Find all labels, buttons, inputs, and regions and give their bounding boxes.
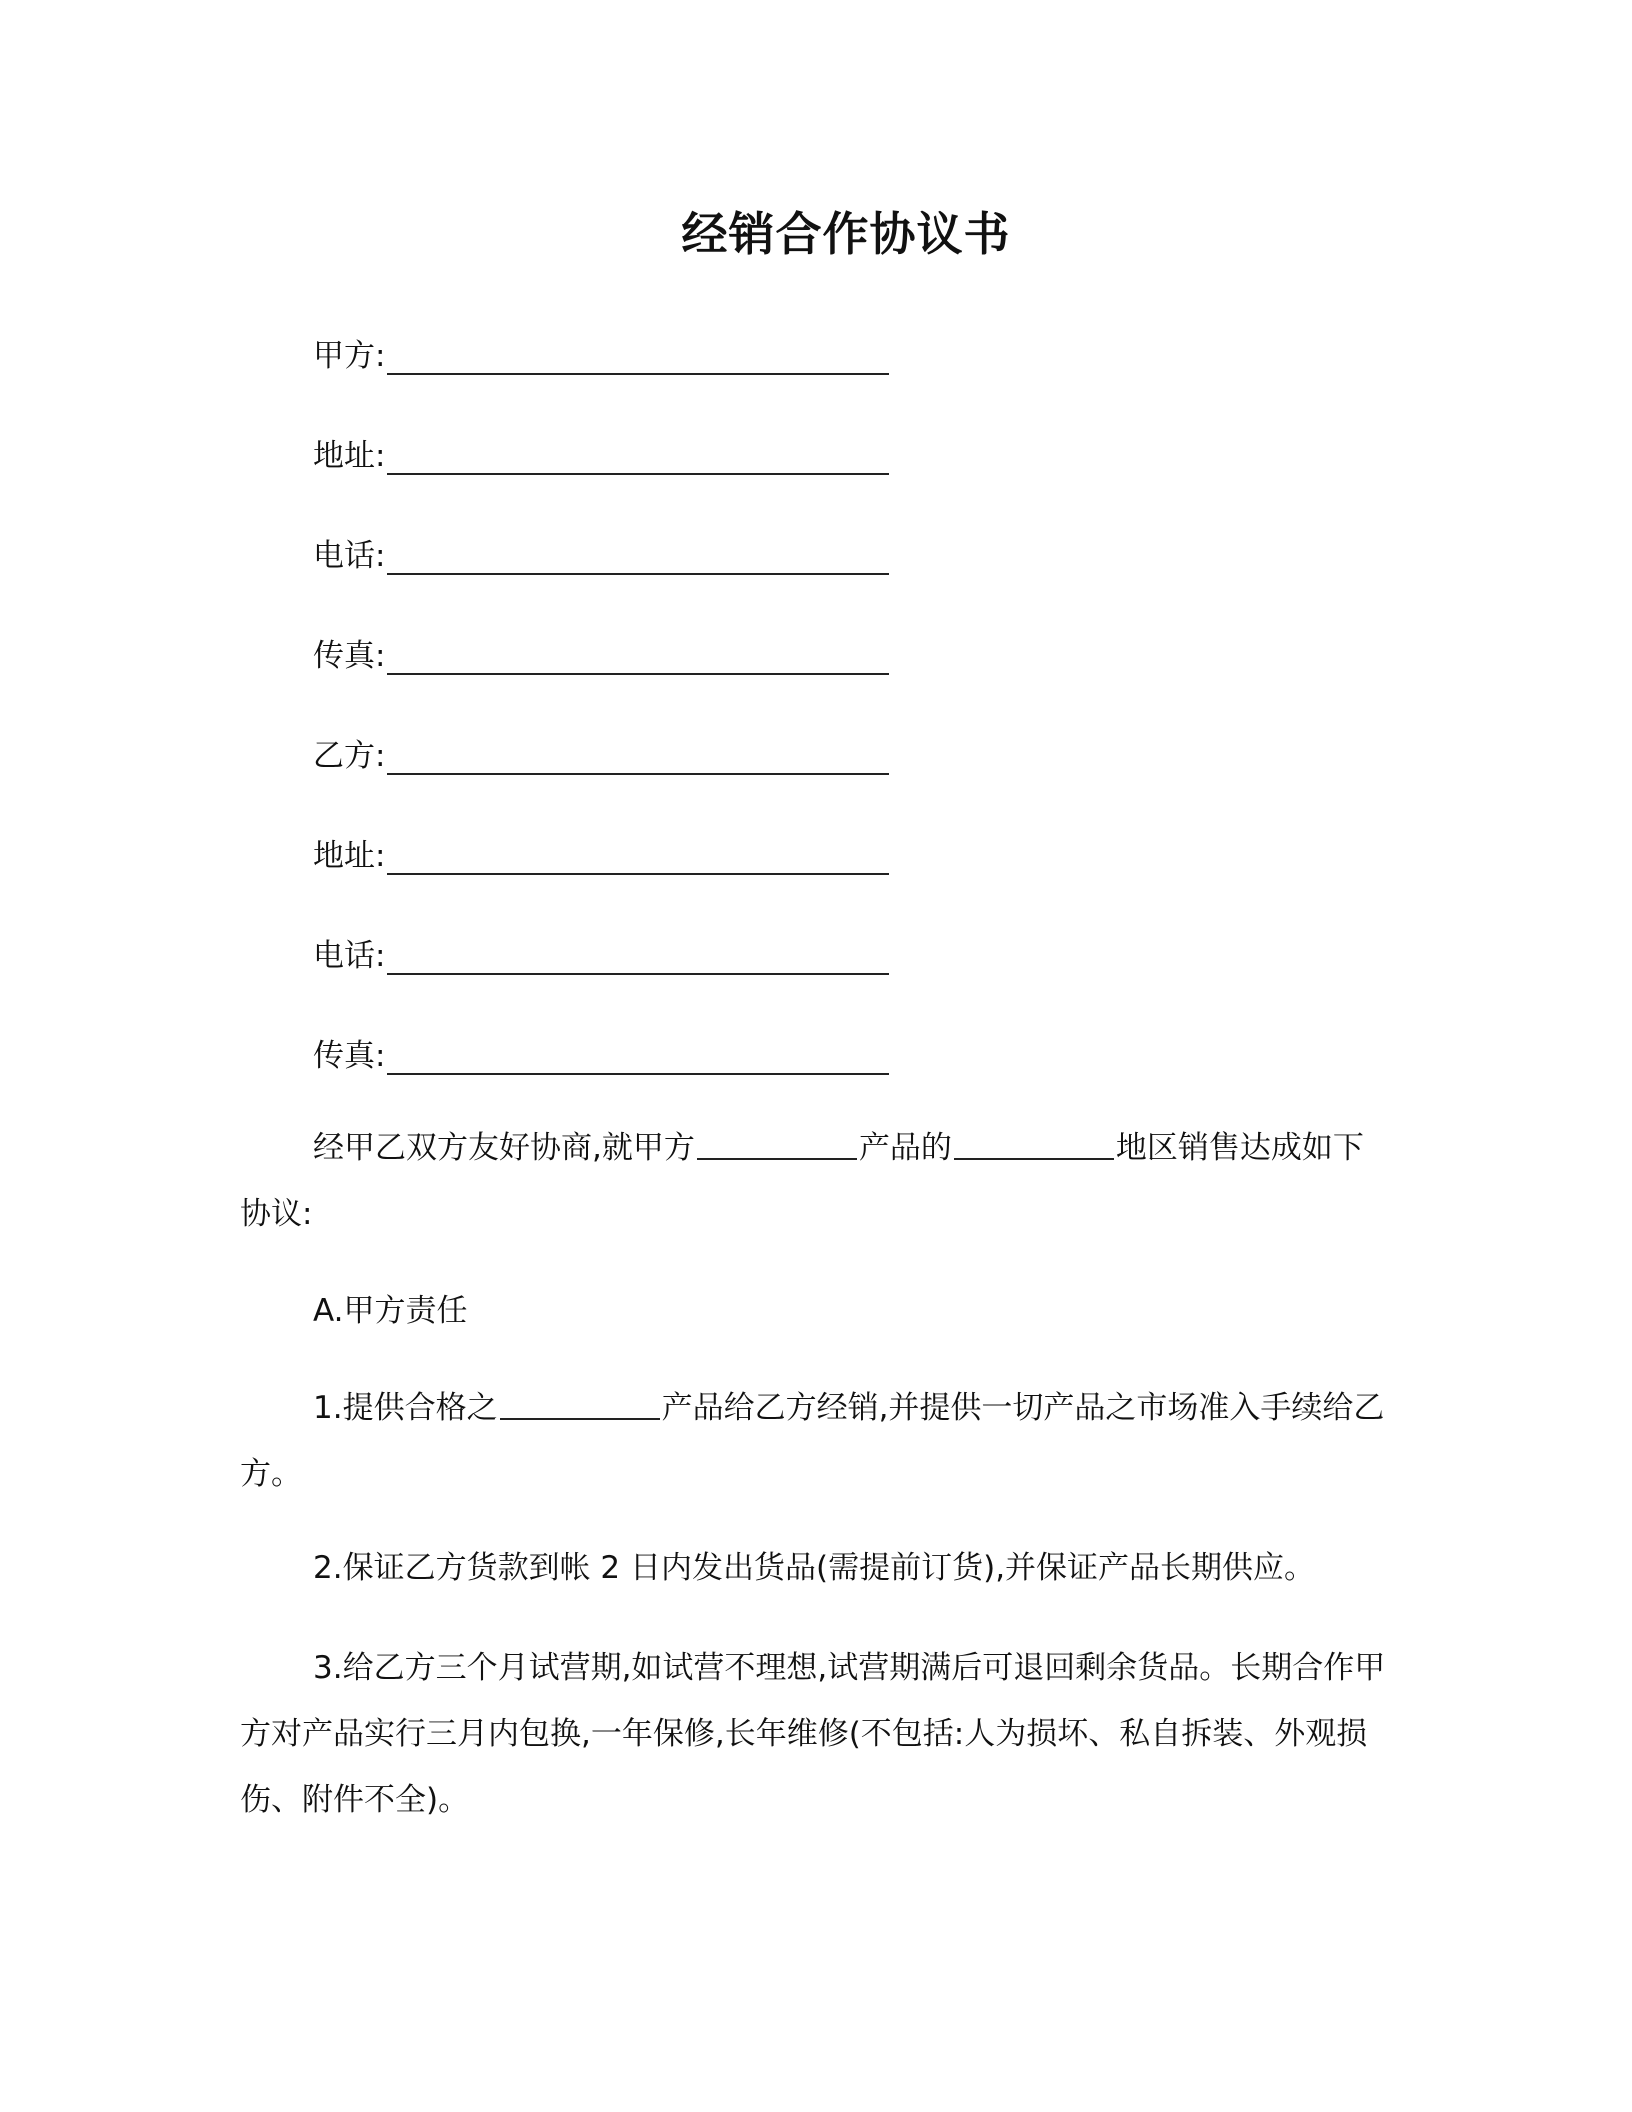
clause-1-text-1: 1.提供合格之 [313, 1390, 498, 1426]
clause-2-text: 2.保证乙方货款到帐 2 日内发出货品(需提前订货),并保证产品长期供应。 [313, 1550, 1316, 1586]
party-b-name-field [313, 725, 889, 775]
party-a-fax-blank[interactable] [387, 639, 889, 675]
party-b-phone-blank[interactable] [387, 939, 889, 975]
clause-2-paragraph [240, 1535, 1390, 1601]
party-a-address-field [313, 425, 889, 475]
party-b-name-label: 乙方: [313, 738, 386, 774]
clause-1-paragraph [240, 1375, 1390, 1507]
clause-1-product-blank[interactable] [500, 1388, 660, 1420]
party-a-name-blank[interactable] [387, 339, 889, 375]
clause-1-text-2: 产品给乙方经销,并提供一切产品之市场准入手续给乙方。 [240, 1390, 1385, 1492]
intro-text-1: 经甲乙双方友好协商,就甲方 [313, 1130, 695, 1166]
region-blank[interactable] [954, 1128, 1114, 1160]
document-title: 经销合作协议书 [681, 207, 1011, 261]
party-b-fax-blank[interactable] [387, 1039, 889, 1075]
intro-paragraph [240, 1115, 1390, 1247]
clause-3-paragraph [240, 1635, 1390, 1833]
party-a-phone-label: 电话: [313, 538, 386, 574]
party-a-address-label: 地址: [313, 438, 386, 474]
party-a-phone-field [313, 525, 889, 575]
party-b-phone-label: 电话: [313, 938, 386, 974]
party-b-fax-label: 传真: [313, 1038, 386, 1074]
party-a-fax-field [313, 625, 889, 675]
party-a-address-blank[interactable] [387, 439, 889, 475]
party-b-fax-field [313, 1025, 889, 1075]
party-b-address-label: 地址: [313, 838, 386, 874]
intro-text-3: 地区销售达成如下协议: [240, 1130, 1364, 1232]
intro-text-2: 产品的 [858, 1130, 952, 1166]
party-b-address-blank[interactable] [387, 839, 889, 875]
party-a-fax-label: 传真: [313, 638, 386, 674]
section-a-heading: A.甲方责任 [313, 1293, 468, 1329]
party-b-name-blank[interactable] [387, 739, 889, 775]
party-a-phone-blank[interactable] [387, 539, 889, 575]
party-b-address-field [313, 825, 889, 875]
product-blank[interactable] [697, 1128, 857, 1160]
party-a-name-label: 甲方: [313, 338, 386, 374]
party-a-name-field [313, 325, 889, 375]
party-b-phone-field [313, 925, 889, 975]
clause-3-text: 3.给乙方三个月试营期,如试营不理想,试营期满后可退回剩余货品。长期合作甲方对产品实行三月内包换,一年保修,长年维修(不包括:人为损坏、私自拆装、外观损伤、附件不全)。 [240, 1650, 1386, 1818]
